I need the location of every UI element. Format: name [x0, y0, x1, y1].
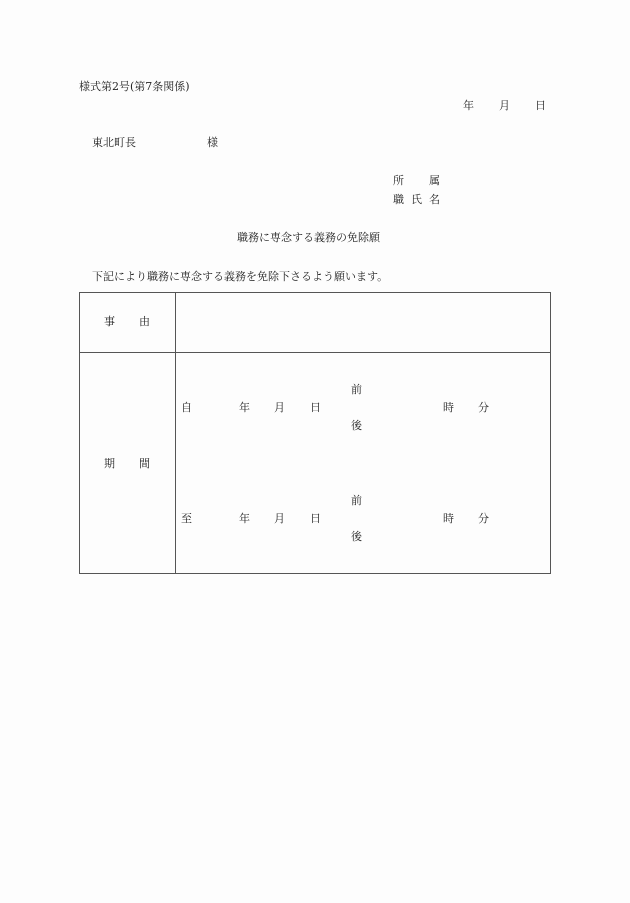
- to-year: 年: [239, 512, 250, 525]
- date-day-label: 日: [535, 99, 546, 112]
- to-minute: 分: [478, 512, 489, 525]
- name-label-3: 名: [429, 193, 440, 206]
- application-table: [79, 292, 551, 574]
- to-prefix: 至: [181, 512, 192, 525]
- period-label-1: 期: [104, 457, 115, 470]
- to-hour: 時: [443, 512, 454, 525]
- affiliation-label-2: 属: [429, 174, 440, 187]
- to-day: 日: [310, 512, 321, 525]
- from-day: 日: [310, 401, 321, 414]
- document-title: 職務に専念する義務の免除願: [237, 231, 380, 244]
- from-year: 年: [239, 401, 250, 414]
- body-text: 下記により職務に専念する義務を免除下さるよう願います。: [92, 270, 389, 283]
- reason-label-2: 由: [139, 315, 150, 328]
- affiliation-label-1: 所: [393, 174, 404, 187]
- addressee-honorific: 様: [207, 136, 218, 149]
- name-label-2: 氏: [411, 193, 422, 206]
- to-month: 月: [274, 512, 285, 525]
- to-am-label: 前: [351, 494, 362, 507]
- name-label-1: 職: [393, 193, 404, 206]
- date-month-label: 月: [499, 99, 510, 112]
- row-divider: [79, 352, 551, 353]
- column-divider: [175, 292, 176, 574]
- from-hour: 時: [443, 401, 454, 414]
- period-label-2: 間: [139, 457, 150, 470]
- reason-label-1: 事: [104, 315, 115, 328]
- form-number: 様式第2号(第7条関係): [79, 80, 190, 93]
- from-pm-label: 後: [351, 419, 362, 432]
- from-prefix: 自: [181, 401, 192, 414]
- to-pm-label: 後: [351, 530, 362, 543]
- date-year-label: 年: [463, 99, 474, 112]
- from-am-label: 前: [351, 383, 362, 396]
- from-minute: 分: [478, 401, 489, 414]
- from-month: 月: [274, 401, 285, 414]
- addressee-name: 東北町長: [92, 136, 136, 149]
